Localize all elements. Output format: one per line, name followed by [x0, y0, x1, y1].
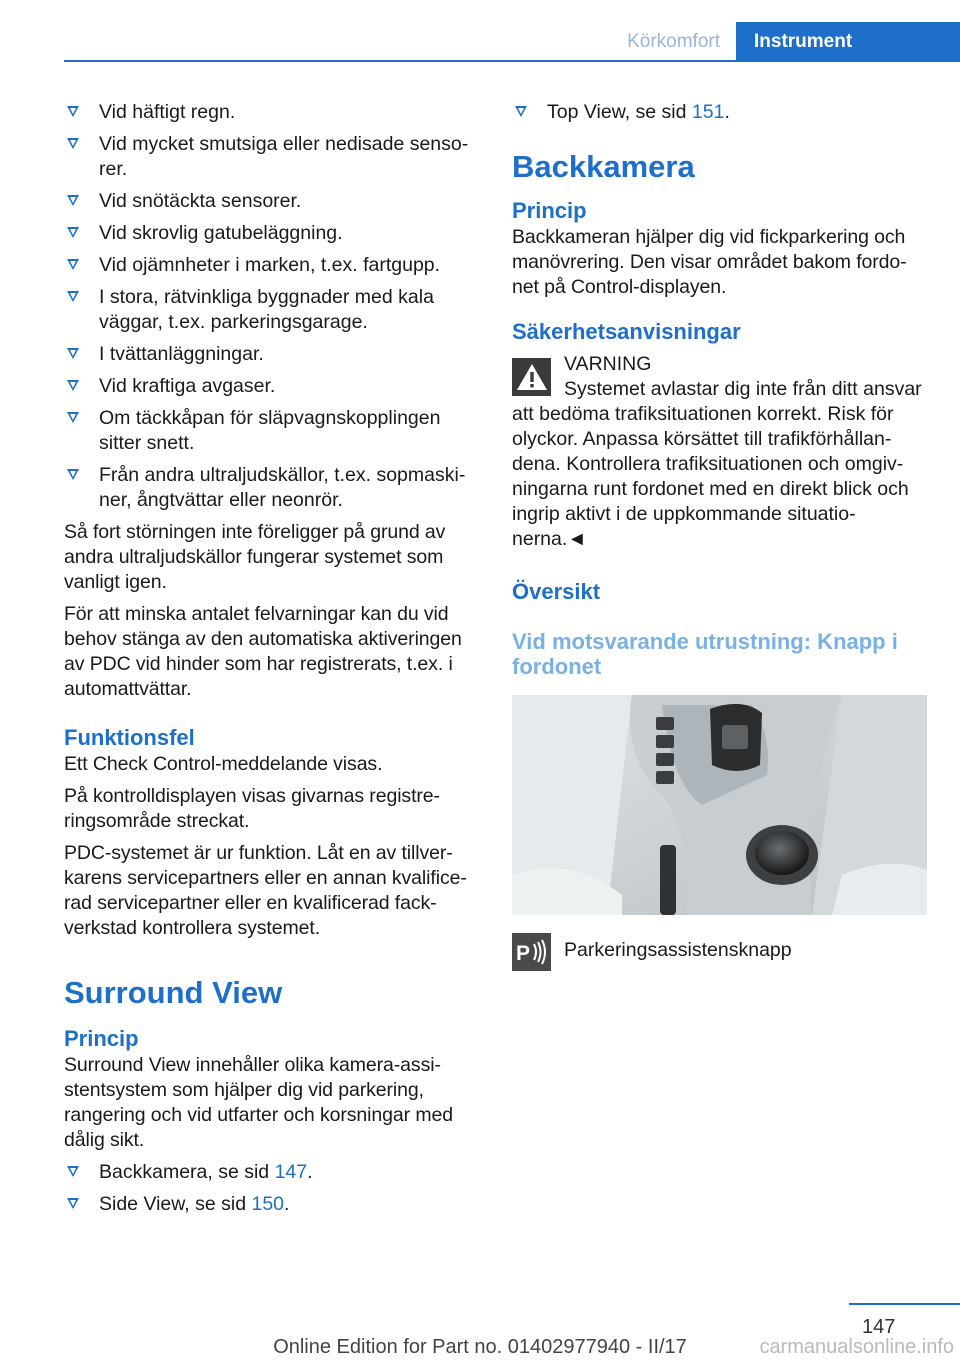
- list-item: Vid snötäckta sensorer.: [64, 189, 478, 214]
- subheading-equipment: Vid motsvarande utrustning: Knapp i fordonet: [512, 629, 898, 679]
- subheading-oversikt: Översikt: [512, 579, 601, 604]
- parking-assist-icon: [512, 933, 551, 971]
- section-heading-funktionsfel: Funktionsfel: [64, 725, 195, 750]
- list-item: Vid ojämnheter i marken, t.ex. fartgupp.: [64, 253, 478, 278]
- triangle-bullet-icon: [67, 291, 79, 302]
- button-label: Parkeringsassistensknapp: [564, 939, 792, 961]
- cross-reference-list: [64, 1160, 478, 1217]
- paragraph: Så fort störningen inte föreligger på grund av andra ultraljudskällor fungerar systemet som vanligt igen.: [64, 521, 446, 593]
- list-item: Vid häftigt regn.: [64, 100, 478, 125]
- triangle-bullet-icon: [67, 1198, 79, 1209]
- paragraph: Backkameran hjälper dig vid fickparkering och manövrering. Den visar området bakom fordo-net på Control-displayen.: [512, 226, 907, 298]
- subheading-princip: Princip: [512, 198, 587, 223]
- triangle-bullet-icon: [67, 259, 79, 270]
- paragraph: Surround View innehåller olika kamera-assi-stentsystem som hjälper dig vid parkering, rangering och vid utfarter och korsningar med dålig sikt.: [64, 1054, 453, 1151]
- page-number: 147: [862, 1316, 896, 1338]
- right-column: [512, 100, 930, 963]
- center-console-photo: [512, 695, 927, 915]
- tab-korkomfort[interactable]: Körkomfort: [627, 31, 720, 52]
- footer-rule: [849, 1303, 960, 1305]
- warning-text-line: Systemet avlastar dig inte från ditt ansvar: [564, 378, 922, 400]
- subheading-princip: Princip: [64, 1026, 139, 1051]
- list-item: Vid kraftiga avgaser.: [64, 374, 478, 399]
- disturbance-list: [64, 100, 478, 513]
- header-rule: [64, 60, 960, 62]
- left-column: [64, 100, 478, 1224]
- page-link[interactable]: 150: [251, 1193, 285, 1215]
- list-item: Side View, se sid 150.: [64, 1192, 478, 1217]
- list-item: Backkamera, se sid 147.: [64, 1160, 478, 1185]
- triangle-bullet-icon: [67, 138, 79, 149]
- watermark: carmanualsonline.info: [759, 1336, 954, 1358]
- triangle-bullet-icon: [67, 348, 79, 359]
- triangle-bullet-icon: [515, 106, 527, 117]
- list-item: Vid mycket smutsiga eller nedisade senso-rer.: [64, 132, 478, 182]
- warning-triangle-icon: [512, 358, 551, 396]
- paragraph: PDC-systemet är ur funktion. Låt en av tillver-karens servicepartners eller en annan kvalifice-rad servicepartner eller en kvalificerad fack-verkstad kontrollera systemet.: [64, 842, 467, 939]
- body-text: [64, 1053, 478, 1153]
- triangle-bullet-icon: [67, 1166, 79, 1177]
- triangle-bullet-icon: [67, 469, 79, 480]
- section-heading-backkamera: Backkamera: [512, 149, 695, 184]
- list-item: Från andra ultraljudskällor, t.ex. sopmaski-ner, ångtvättar eller neonrör.: [64, 463, 478, 513]
- triangle-bullet-icon: [67, 227, 79, 238]
- svg-text:P: P: [516, 942, 531, 965]
- warning-text: att bedöma trafiksituationen korrekt. Risk för olyckor. Anpassa körsättet till trafikförhållan-dena. Kontrollera trafiksituationen och omgiv-ningarna runt fordonet med en direkt blick och ingrip aktivt i de uppkommande situatio-nerna.◄: [512, 403, 909, 550]
- triangle-bullet-icon: [67, 380, 79, 391]
- tab-instrument[interactable]: Instrument: [736, 22, 960, 62]
- body-text: [64, 520, 478, 702]
- list-item: Top View, se sid 151.: [512, 100, 930, 125]
- list-item: Om täckkåpan för släpvagnskopplingen sitter snett.: [64, 406, 478, 456]
- list-item: I tvättanläggningar.: [64, 342, 478, 367]
- paragraph: På kontrolldisplayen visas givarnas registre-ringsområde streckat.: [64, 785, 440, 832]
- paragraph: Ett Check Control-meddelande visas.: [64, 753, 383, 775]
- triangle-bullet-icon: [67, 412, 79, 423]
- triangle-bullet-icon: [67, 106, 79, 117]
- cross-reference-list: [512, 100, 930, 125]
- body-text: [512, 225, 930, 300]
- edition-footer: Online Edition for Part no. 01402977940 - II/17: [273, 1336, 687, 1358]
- section-heading-surround-view: Surround View: [64, 975, 283, 1010]
- subheading-sakerhetsanvisningar: Säkerhetsanvisningar: [512, 319, 741, 344]
- parking-assist-button-row: [512, 933, 930, 963]
- page-header: [0, 22, 960, 62]
- list-item: Vid skrovlig gatubeläggning.: [64, 221, 478, 246]
- page-link[interactable]: 151: [691, 101, 725, 123]
- triangle-bullet-icon: [67, 195, 79, 206]
- paragraph: För att minska antalet felvarningar kan du vid behov stänga av den automatiska aktiveringen av PDC vid hinder som har registrerats, t.ex. i automattvättar.: [64, 603, 462, 700]
- list-item: I stora, rätvinkliga byggnader med kala väggar, t.ex. parkeringsgarage.: [64, 285, 478, 335]
- warning-title: VARNING: [564, 353, 652, 375]
- warning-block: [512, 352, 930, 552]
- page-link[interactable]: 147: [274, 1161, 308, 1183]
- body-text: [64, 752, 478, 941]
